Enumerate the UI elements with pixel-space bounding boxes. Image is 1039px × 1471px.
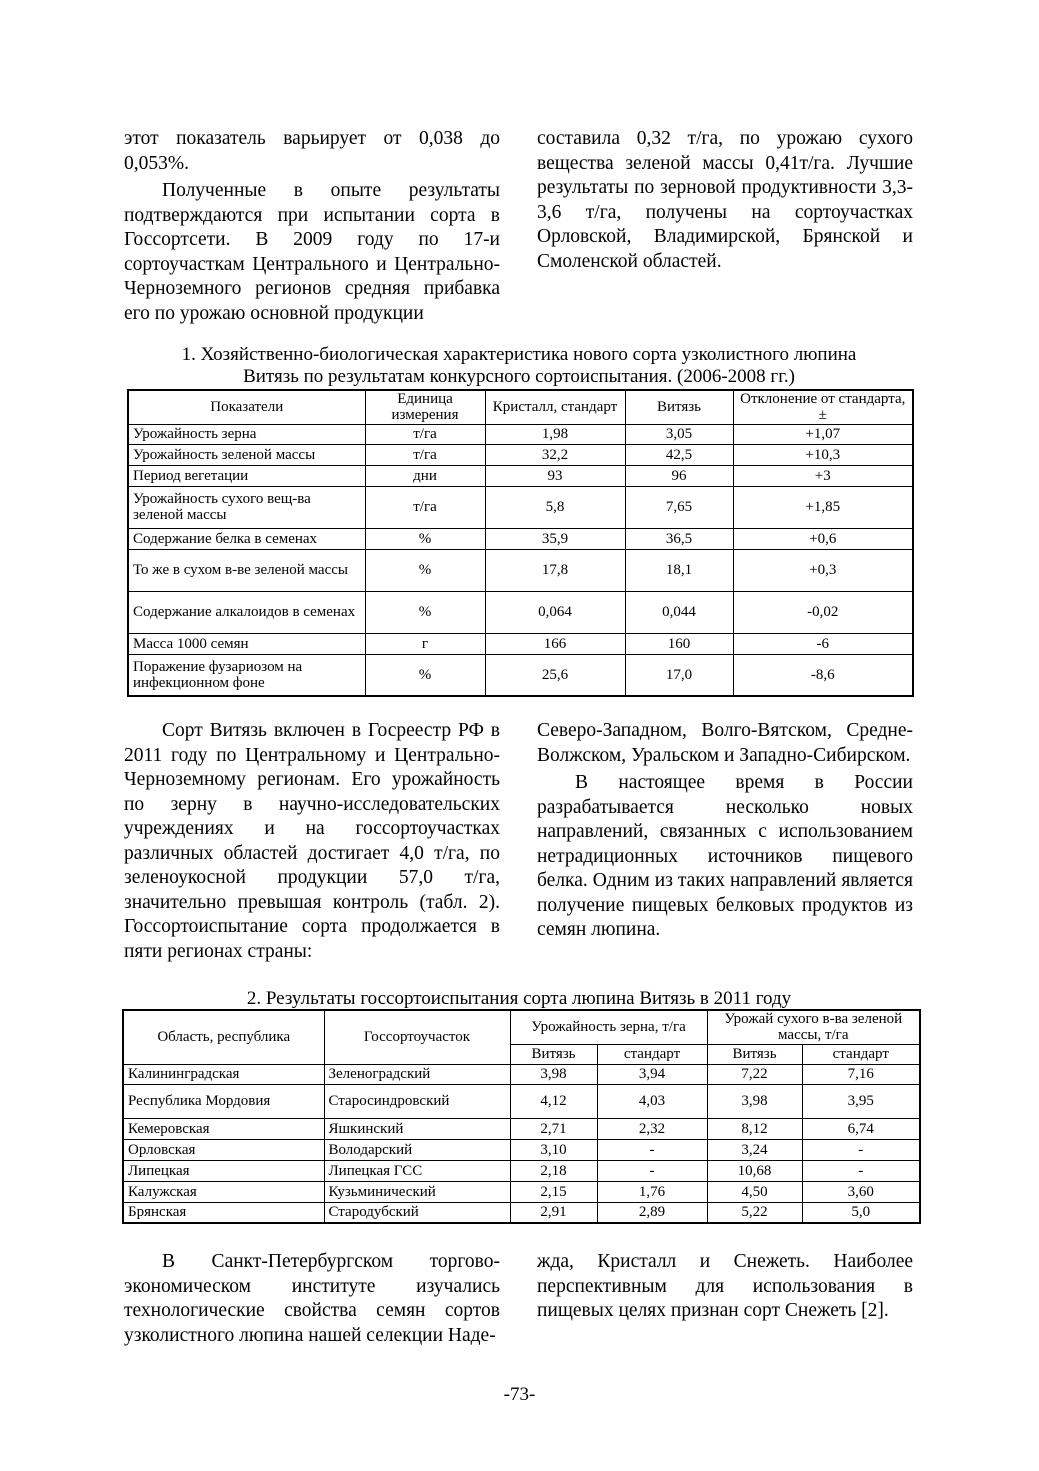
table-cell: Урожайность зеленой массы (128, 444, 365, 465)
table-cell: 2,18 (510, 1160, 597, 1181)
table-cell: 0,064 (485, 591, 625, 633)
text-top-left (124, 127, 500, 326)
table-cell: 32,2 (485, 444, 625, 465)
table-row (123, 1202, 920, 1223)
table-cell: Урожайность зерна (128, 424, 365, 444)
table-cell: 2,89 (597, 1202, 707, 1223)
table-cell: 5,8 (485, 486, 625, 528)
table-cell: 3,60 (802, 1181, 920, 1202)
table-cell: - (802, 1160, 920, 1181)
table2-caption: 2. Результаты госсортоиспытания сорта люпина Витязь в 2011 году (246, 988, 792, 1009)
table-cell: Содержание алкалоидов в семенах (128, 591, 365, 633)
table-cell: 18,1 (625, 549, 733, 591)
table-cell: Кузьминический (324, 1181, 510, 1202)
table-row (128, 654, 913, 696)
table-cell: Стародубский (324, 1202, 510, 1223)
table-cell: Липецкая ГСС (324, 1160, 510, 1181)
table-row (128, 528, 913, 549)
table2-subheader: Витязь (510, 1044, 597, 1064)
table-cell: +10,3 (733, 444, 913, 465)
table-row (123, 1084, 920, 1118)
table-cell: 4,50 (707, 1181, 802, 1202)
table-cell: - (802, 1139, 920, 1160)
table-row (128, 633, 913, 654)
table-row (123, 1118, 920, 1139)
table2 (122, 1009, 921, 1224)
table2-header-grain: Урожайность зерна, т/га (510, 1010, 707, 1044)
table-cell: 2,91 (510, 1202, 597, 1223)
paragraph: Северо-Западном, Волго-Вятском, Средне-Волжском, Уральском и Западно-Сибирском. (537, 720, 913, 766)
table-cell: Период вегетации (128, 465, 365, 486)
table-cell: 5,22 (707, 1202, 802, 1223)
table-cell: Калининградская (123, 1064, 324, 1084)
table-row (128, 549, 913, 591)
table-cell: 36,5 (625, 528, 733, 549)
table-row (128, 424, 913, 444)
paragraph: Полученные в опыте результаты подтверждаются при испытании сорта в Госсортсети. В 2009 году по 17-и сортоучасткам Центрального и Центрально-Черноземного регионов средняя прибавка его по урожаю основной продукции (124, 180, 500, 324)
table2-header-row (123, 1010, 920, 1044)
table1-header-row (128, 390, 913, 424)
table-cell: 7,65 (625, 486, 733, 528)
text-mid-right (537, 719, 913, 943)
table1-header: Кристалл, стандарт (485, 390, 625, 424)
table-cell: - (597, 1160, 707, 1181)
table-cell: Орловская (123, 1139, 324, 1160)
table-cell: Содержание белка в семенах (128, 528, 365, 549)
table-cell: 17,0 (625, 654, 733, 696)
text-bottom-left (124, 1250, 500, 1348)
table-cell: 3,94 (597, 1064, 707, 1084)
table-row (123, 1064, 920, 1084)
table-cell: 0,044 (625, 591, 733, 633)
table-cell: Урожайность сухого вещ-ва зеленой массы (128, 486, 365, 528)
table-cell: +0,3 (733, 549, 913, 591)
table-row (123, 1181, 920, 1202)
table-cell: 96 (625, 465, 733, 486)
table-row (128, 465, 913, 486)
table-cell: +1,07 (733, 424, 913, 444)
table-cell: 3,95 (802, 1084, 920, 1118)
table-cell: Липецкая (123, 1160, 324, 1181)
table-cell: -6 (733, 633, 913, 654)
table-cell: т/га (365, 486, 485, 528)
table-cell: 1,98 (485, 424, 625, 444)
text-mid-left (124, 719, 500, 964)
table-cell: +3 (733, 465, 913, 486)
table-cell: т/га (365, 424, 485, 444)
table-cell: % (365, 549, 485, 591)
table1 (127, 389, 914, 697)
table1-header: Единица измерения (365, 390, 485, 424)
table1-header: Витязь (625, 390, 733, 424)
table-cell: 93 (485, 465, 625, 486)
table-cell: 3,98 (510, 1064, 597, 1084)
table-cell: Брянская (123, 1202, 324, 1223)
table-row (128, 591, 913, 633)
table-row (128, 486, 913, 528)
table-row (123, 1160, 920, 1181)
table-cell: -0,02 (733, 591, 913, 633)
table-cell: Володарский (324, 1139, 510, 1160)
table2-subheader: стандарт (802, 1044, 920, 1064)
table-cell: +0,6 (733, 528, 913, 549)
table-cell: 1,76 (597, 1181, 707, 1202)
table-cell: 7,22 (707, 1064, 802, 1084)
table-cell: 2,71 (510, 1118, 597, 1139)
table-cell: 160 (625, 633, 733, 654)
table-cell: Масса 1000 семян (128, 633, 365, 654)
table-cell: 25,6 (485, 654, 625, 696)
table1-header: Показатели (128, 390, 365, 424)
table-cell: Республика Мордовия (123, 1084, 324, 1118)
table-cell: -8,6 (733, 654, 913, 696)
table-cell: То же в сухом в-ве зеленой массы (128, 549, 365, 591)
table-cell: 10,68 (707, 1160, 802, 1181)
table-cell: % (365, 528, 485, 549)
table-cell: Зеленоградский (324, 1064, 510, 1084)
table2-subheader: стандарт (597, 1044, 707, 1064)
table-cell: 4,03 (597, 1084, 707, 1118)
table-cell: т/га (365, 444, 485, 465)
table-cell: 166 (485, 633, 625, 654)
table2-header-green: Урожай сухого в-ва зеленой массы, т/га (707, 1010, 920, 1044)
table-cell: 17,8 (485, 549, 625, 591)
table-cell: 42,5 (625, 444, 733, 465)
table-cell: 4,12 (510, 1084, 597, 1118)
table2-header-region: Область, республика (123, 1010, 324, 1064)
text-top-right (537, 127, 913, 274)
table-row (123, 1139, 920, 1160)
table2-subheader: Витязь (707, 1044, 802, 1064)
table-cell: Калужская (123, 1181, 324, 1202)
table-cell: 3,10 (510, 1139, 597, 1160)
table1-caption-line2: Витязь по результатам конкурсного сортоиспытания. (2006-2008 гг.) (243, 366, 795, 387)
table-cell: 3,24 (707, 1139, 802, 1160)
paragraph: Сорт Витязь включен в Госреестр РФ в 2011 году по Центральному и Центрально-Черноземному регионам. Его урожайность по зерну в научно-исследовательских учреждениях и на госсортоучастках различных областей достигает 4,0 т/га, по зеленоукосной продукции 57,0 т/га, значительно превышая контроль (табл. 2). Госсортоиспытание сорта продолжается в пяти регионах страны: (124, 720, 500, 962)
table-cell: Кемеровская (123, 1118, 324, 1139)
table-cell: 7,16 (802, 1064, 920, 1084)
table1-caption (124, 344, 914, 388)
paragraph: этот показатель варьирует от 0,038 до 0,053%. (124, 128, 500, 174)
table-cell: 3,98 (707, 1084, 802, 1118)
table-cell: Яшкинский (324, 1118, 510, 1139)
table-cell: дни (365, 465, 485, 486)
table-cell: Поражение фузариозом на инфекционном фоне (128, 654, 365, 696)
table-cell: г (365, 633, 485, 654)
table-cell: 8,12 (707, 1118, 802, 1139)
table-cell: 2,32 (597, 1118, 707, 1139)
table-cell: % (365, 654, 485, 696)
table-cell: 2,15 (510, 1181, 597, 1202)
table-cell: +1,85 (733, 486, 913, 528)
table-cell: 6,74 (802, 1118, 920, 1139)
table2-header-station: Госсортоучасток (324, 1010, 510, 1064)
table-row (128, 444, 913, 465)
table1-header: Отклонение от стандарта, ± (733, 390, 913, 424)
paragraph: В Санкт-Петербургском торгово-экономическом институте изучались технологические свойства семян сортов узколистного люпина нашей селекции Наде- (124, 1251, 500, 1346)
table1-caption-line1: 1. Хозяйственно-биологическая характеристика нового сорта узколистного люпина (181, 344, 857, 365)
table-cell: 3,05 (625, 424, 733, 444)
table-cell: Старосиндровский (324, 1084, 510, 1118)
text-bottom-right (537, 1250, 913, 1324)
table-cell: - (597, 1139, 707, 1160)
paragraph: В настоящее время в России разрабатывается несколько новых направлений, связанных с использованием нетрадиционных источников пищевого белка. Одним из таких направлений является получение пищевых белковых продуктов из семян люпина. (537, 772, 913, 940)
page-number: -73- (503, 1384, 536, 1405)
paragraph: составила 0,32 т/га, по урожаю сухого вещества зеленой массы 0,41т/га. Лучшие результаты по зерновой продуктивности 3,3-3,6 т/га, получены на сортоучастках Орловской, Владимирской, Брянской и Смоленской областей. (537, 128, 913, 272)
table-cell: 5,0 (802, 1202, 920, 1223)
table-cell: % (365, 591, 485, 633)
paragraph: жда, Кристалл и Снежеть. Наиболее перспективным для использования в пищевых целях признан сорт Снежеть [2]. (537, 1251, 913, 1321)
table-cell: 35,9 (485, 528, 625, 549)
